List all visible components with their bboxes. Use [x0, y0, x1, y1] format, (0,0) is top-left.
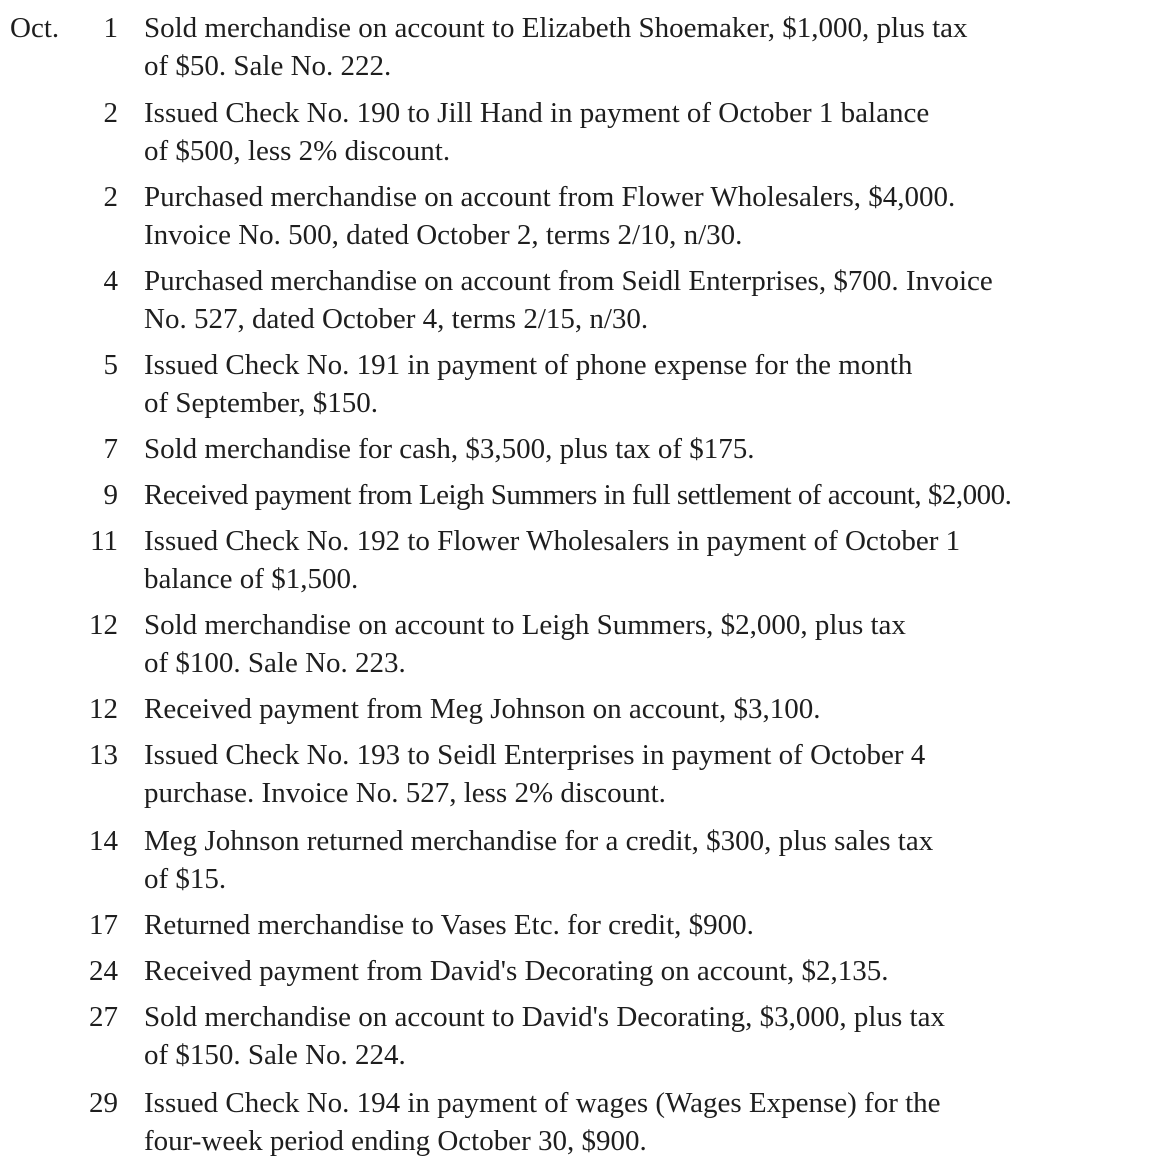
transaction-description: [144, 430, 1168, 468]
transaction-day: 27: [89, 1001, 118, 1033]
transaction-description: [144, 346, 1168, 422]
transaction-entry: [0, 998, 1172, 1082]
transaction-day: 1: [103, 12, 118, 44]
transaction-day: 17: [89, 909, 118, 941]
transaction-entry: [0, 522, 1172, 606]
transaction-description: [144, 952, 1168, 990]
description-line: Sold merchandise for cash, $3,500, plus tax of $175.: [144, 433, 755, 465]
description-line: Meg Johnson returned merchandise for a credit, $300, plus sales tax: [144, 825, 934, 857]
description-line: purchase. Invoice No. 527, less 2% discount.: [144, 777, 666, 809]
transaction-day: 2: [103, 97, 118, 129]
description-line: Returned merchandise to Vases Etc. for credit, $900.: [144, 909, 754, 941]
description-line: Received payment from David's Decorating on account, $2,135.: [144, 955, 889, 987]
transaction-day: 2: [103, 181, 118, 213]
transaction-description: [144, 94, 1168, 170]
transaction-description: [144, 262, 1168, 338]
description-line: of $15.: [144, 863, 227, 895]
transaction-entry: [0, 262, 1172, 346]
description-line: of $500, less 2% discount.: [144, 135, 451, 167]
description-line: Purchased merchandise on account from Flower Wholesalers, $4,000.: [144, 181, 956, 213]
transaction-day: 7: [103, 433, 118, 465]
month-label: Oct.: [10, 12, 60, 44]
description-line: Invoice No. 500, dated October 2, terms 2/10, n/30.: [144, 219, 743, 251]
description-line: of September, $150.: [144, 387, 379, 419]
transaction-day: 12: [89, 693, 118, 725]
transaction-day: 29: [89, 1087, 118, 1119]
transaction-day: 11: [90, 525, 118, 557]
transaction-entry: [0, 822, 1172, 906]
transaction-day: 13: [89, 739, 118, 771]
transaction-entry: [0, 346, 1172, 430]
description-line: No. 527, dated October 4, terms 2/15, n/30.: [144, 303, 649, 335]
transaction-day: 5: [103, 349, 118, 381]
description-line: Sold merchandise on account to Elizabeth Shoemaker, $1,000, plus tax: [144, 12, 968, 44]
description-line: Issued Check No. 193 to Seidl Enterprises in payment of October 4: [144, 739, 926, 771]
transaction-entry: [0, 606, 1172, 690]
description-line: balance of $1,500.: [144, 563, 359, 595]
description-line: of $100. Sale No. 223.: [144, 647, 406, 679]
transaction-entry: [0, 178, 1172, 262]
transaction-entry: [0, 94, 1172, 178]
description-line: Issued Check No. 191 in payment of phone expense for the month: [144, 349, 913, 381]
description-line: Sold merchandise on account to Leigh Summers, $2,000, plus tax: [144, 609, 906, 641]
transaction-day: 4: [103, 265, 118, 297]
transaction-day: 9: [103, 479, 118, 511]
description-line: Purchased merchandise on account from Seidl Enterprises, $700. Invoice: [144, 265, 993, 297]
transaction-description: [144, 178, 1168, 254]
description-line: Issued Check No. 192 to Flower Wholesalers in payment of October 1: [144, 525, 961, 557]
transaction-day: 14: [89, 825, 118, 857]
transaction-entry: [0, 736, 1172, 820]
transaction-day: 12: [89, 609, 118, 641]
description-line: Issued Check No. 194 in payment of wages (Wages Expense) for the: [144, 1087, 941, 1119]
transaction-entry: [0, 9, 1172, 93]
transaction-description: [144, 476, 1168, 514]
description-line: of $150. Sale No. 224.: [144, 1039, 406, 1071]
transaction-description: [144, 9, 1168, 85]
transaction-description: [144, 822, 1168, 898]
transaction-description: [144, 1084, 1168, 1160]
transaction-day: 24: [89, 955, 118, 987]
description-line: four-week period ending October 30, $900.: [144, 1125, 647, 1157]
transaction-description: [144, 522, 1168, 598]
description-line: Sold merchandise on account to David's Decorating, $3,000, plus tax: [144, 1001, 945, 1033]
description-line: of $50. Sale No. 222.: [144, 50, 392, 82]
description-line: Received payment from Meg Johnson on account, $3,100.: [144, 693, 821, 725]
transaction-description: [144, 736, 1168, 812]
transaction-description: [144, 998, 1168, 1074]
description-line: Received payment from Leigh Summers in full settlement of account, $2,000.: [144, 479, 1012, 511]
transaction-entry: [0, 1084, 1172, 1168]
transaction-description: [144, 906, 1168, 944]
description-line: Issued Check No. 190 to Jill Hand in payment of October 1 balance: [144, 97, 930, 129]
transaction-description: [144, 690, 1168, 728]
transaction-description: [144, 606, 1168, 682]
